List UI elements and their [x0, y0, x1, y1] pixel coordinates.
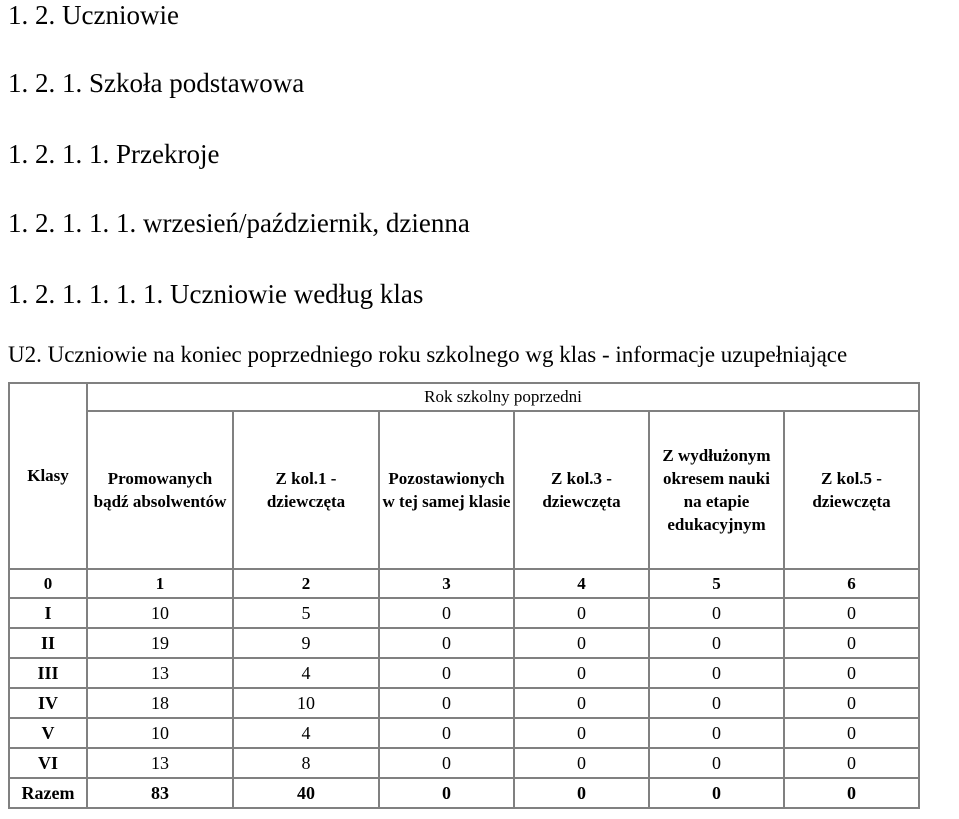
- table-row: [9, 718, 919, 748]
- header-group-previous-year: Rok szkolny poprzedni: [87, 383, 919, 411]
- column-number: 4: [514, 569, 649, 598]
- row-label: V: [9, 718, 87, 748]
- table-cell: 9: [233, 628, 379, 658]
- column-number: 5: [649, 569, 784, 598]
- students-table: [8, 382, 920, 809]
- table-row: [9, 688, 919, 718]
- table-cell: 0: [514, 748, 649, 778]
- total-row: [9, 778, 919, 808]
- table-cell: 0: [514, 628, 649, 658]
- column-number: 0: [9, 569, 87, 598]
- row-label: II: [9, 628, 87, 658]
- table-group-header-row: [9, 383, 919, 411]
- table-row: [9, 598, 919, 628]
- table-row: [9, 748, 919, 778]
- heading-section: 1. 2. Uczniowie: [8, 0, 179, 30]
- table-cell: 0: [784, 748, 919, 778]
- table-row: [9, 628, 919, 658]
- table-cell: 0: [649, 748, 784, 778]
- table-cell: 0: [379, 688, 514, 718]
- table-cell: 0: [379, 628, 514, 658]
- total-cell: 0: [649, 778, 784, 808]
- table-cell: 18: [87, 688, 233, 718]
- table-cell: 0: [514, 718, 649, 748]
- table-cell: 0: [649, 628, 784, 658]
- column-number: 2: [233, 569, 379, 598]
- total-label: Razem: [9, 778, 87, 808]
- table-cell: 0: [514, 598, 649, 628]
- header-col-5: Z wydłużonym okresem nauki na etapie edukacyjnym: [649, 411, 784, 569]
- row-label: VI: [9, 748, 87, 778]
- table-cell: 13: [87, 658, 233, 688]
- table-cell: 5: [233, 598, 379, 628]
- table-cell: 0: [514, 688, 649, 718]
- table-cell: 0: [514, 658, 649, 688]
- row-label: IV: [9, 688, 87, 718]
- table-cell: 0: [649, 718, 784, 748]
- header-col-1: Promowanych bądź absolwentów: [87, 411, 233, 569]
- table-cell: 10: [233, 688, 379, 718]
- table-title: U2. Uczniowie na koniec poprzedniego roku szkolnego wg klas - informacje uzupełniające: [8, 342, 848, 367]
- table-column-header-row: [9, 411, 919, 569]
- table-cell: 8: [233, 748, 379, 778]
- table-cell: 10: [87, 718, 233, 748]
- table-cell: 0: [379, 748, 514, 778]
- column-number: 6: [784, 569, 919, 598]
- total-cell: 0: [514, 778, 649, 808]
- table-cell: 0: [379, 598, 514, 628]
- table-cell: 19: [87, 628, 233, 658]
- table-cell: 0: [784, 628, 919, 658]
- table-cell: 4: [233, 658, 379, 688]
- table-row: [9, 658, 919, 688]
- table-cell: 0: [784, 658, 919, 688]
- header-col-6: Z kol.5 - dziewczęta: [784, 411, 919, 569]
- total-cell: 83: [87, 778, 233, 808]
- table-cell: 0: [784, 718, 919, 748]
- heading-period: 1. 2. 1. 1. 1. wrzesień/październik, dzienna: [8, 208, 470, 238]
- table-cell: 0: [784, 688, 919, 718]
- table-cell: 10: [87, 598, 233, 628]
- heading-students-by-class: 1. 2. 1. 1. 1. 1. Uczniowie według klas: [8, 279, 424, 309]
- table-cell: 13: [87, 748, 233, 778]
- table-cell: 0: [649, 658, 784, 688]
- header-col-2: Z kol.1 - dziewczęta: [233, 411, 379, 569]
- row-label: III: [9, 658, 87, 688]
- table-cell: 0: [649, 598, 784, 628]
- column-number: 1: [87, 569, 233, 598]
- table-cell: 0: [379, 718, 514, 748]
- table-cell: 4: [233, 718, 379, 748]
- header-col-4: Z kol.3 - dziewczęta: [514, 411, 649, 569]
- row-label: I: [9, 598, 87, 628]
- heading-cross-sections: 1. 2. 1. 1. Przekroje: [8, 139, 220, 169]
- table-cell: 0: [649, 688, 784, 718]
- column-number: 3: [379, 569, 514, 598]
- total-cell: 0: [379, 778, 514, 808]
- header-klasy: Klasy: [9, 383, 87, 569]
- table-cell: 0: [784, 598, 919, 628]
- header-col-3: Pozostawionych w tej samej klasie: [379, 411, 514, 569]
- total-cell: 0: [784, 778, 919, 808]
- table-cell: 0: [379, 658, 514, 688]
- heading-school-type: 1. 2. 1. Szkoła podstawowa: [8, 68, 305, 98]
- column-number-row: [9, 569, 919, 598]
- total-cell: 40: [233, 778, 379, 808]
